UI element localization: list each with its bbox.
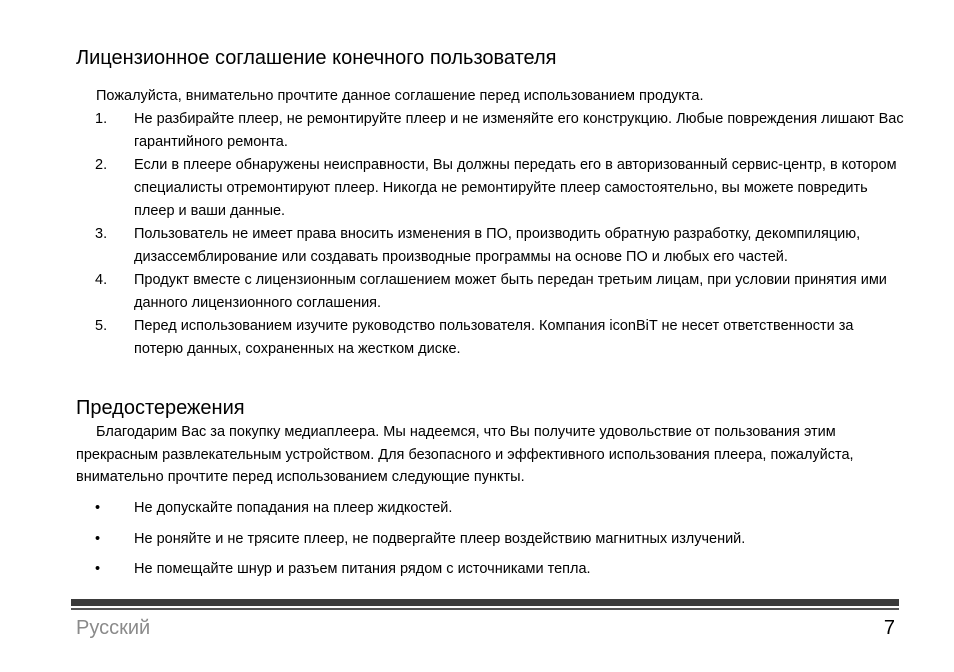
footer-divider-thick [71, 599, 899, 606]
item-text: Перед использованием изучите руководство пользователя. Компания iconBiT не несет ответственности за потерю данных, сохраненных на жестком диске. [134, 318, 854, 357]
precautions-paragraph: Благодарим Вас за покупку медиаплеера. Мы надеемся, что Вы получите удовольствие от пользования этим прекрасным развлекательным устройством. Для безопасного и эффективного использования плеера, пожалуйста, внимательно прочтите перед использованием следующие пункты. [76, 424, 854, 485]
bullet-icon: • [95, 500, 101, 516]
item-number: 5. [95, 318, 108, 334]
license-terms-list [95, 108, 905, 361]
list-item [95, 154, 905, 223]
item-text: Продукт вместе с лицензионным соглашением может быть передан третьим лицам, при условии принятия ими данного лицензионного соглашения. [134, 272, 887, 311]
license-intro: Пожалуйста, внимательно прочтите данное соглашение перед использованием продукта. [96, 88, 704, 104]
list-item [95, 497, 745, 528]
page-number: 7 [883, 617, 895, 639]
item-text: Не роняйте и не трясите плеер, не подвергайте плеер воздействию магнитных излучений. [134, 530, 746, 547]
item-number: 4. [95, 272, 108, 288]
item-text: Не разбирайте плеер, не ремонтируйте плеер и не изменяйте его конструкцию. Любые повреждения лишают Вас гарантийного ремонта. [134, 111, 904, 150]
item-number: 2. [95, 157, 108, 173]
bullet-icon: • [95, 561, 101, 577]
list-item [95, 223, 905, 269]
footer-divider-thin [71, 608, 899, 610]
precautions-list [95, 497, 745, 589]
list-item [95, 269, 905, 315]
item-text: Пользователь не имеет права вносить изменения в ПО, производить обратную разработку, декомпиляцию, дизассемблирование или создавать производные программы на основе ПО и любых его частей. [134, 226, 861, 265]
item-number: 1. [95, 111, 108, 127]
list-item [95, 315, 905, 361]
item-text: Если в плеере обнаружены неисправности, Вы должны передать его в авторизованный сервис-центр, в котором специалисты отремонтируют плеер. Никогда не ремонтируйте плеер самостоятельно, вы можете повредить плеер и ваши данные. [134, 157, 897, 219]
license-heading: Лицензионное соглашение конечного пользователя [76, 47, 557, 69]
item-number: 3. [95, 226, 108, 242]
list-item [95, 558, 745, 589]
item-text: Не допускайте попадания на плеер жидкостей. [134, 500, 453, 516]
list-item [95, 108, 905, 154]
bullet-icon: • [95, 530, 101, 547]
precautions-heading: Предостережения [76, 397, 245, 419]
item-text: Не помещайте шнур и разъем питания рядом с источниками тепла. [134, 561, 591, 577]
list-item [95, 528, 745, 559]
footer-language: Русский [76, 617, 151, 639]
